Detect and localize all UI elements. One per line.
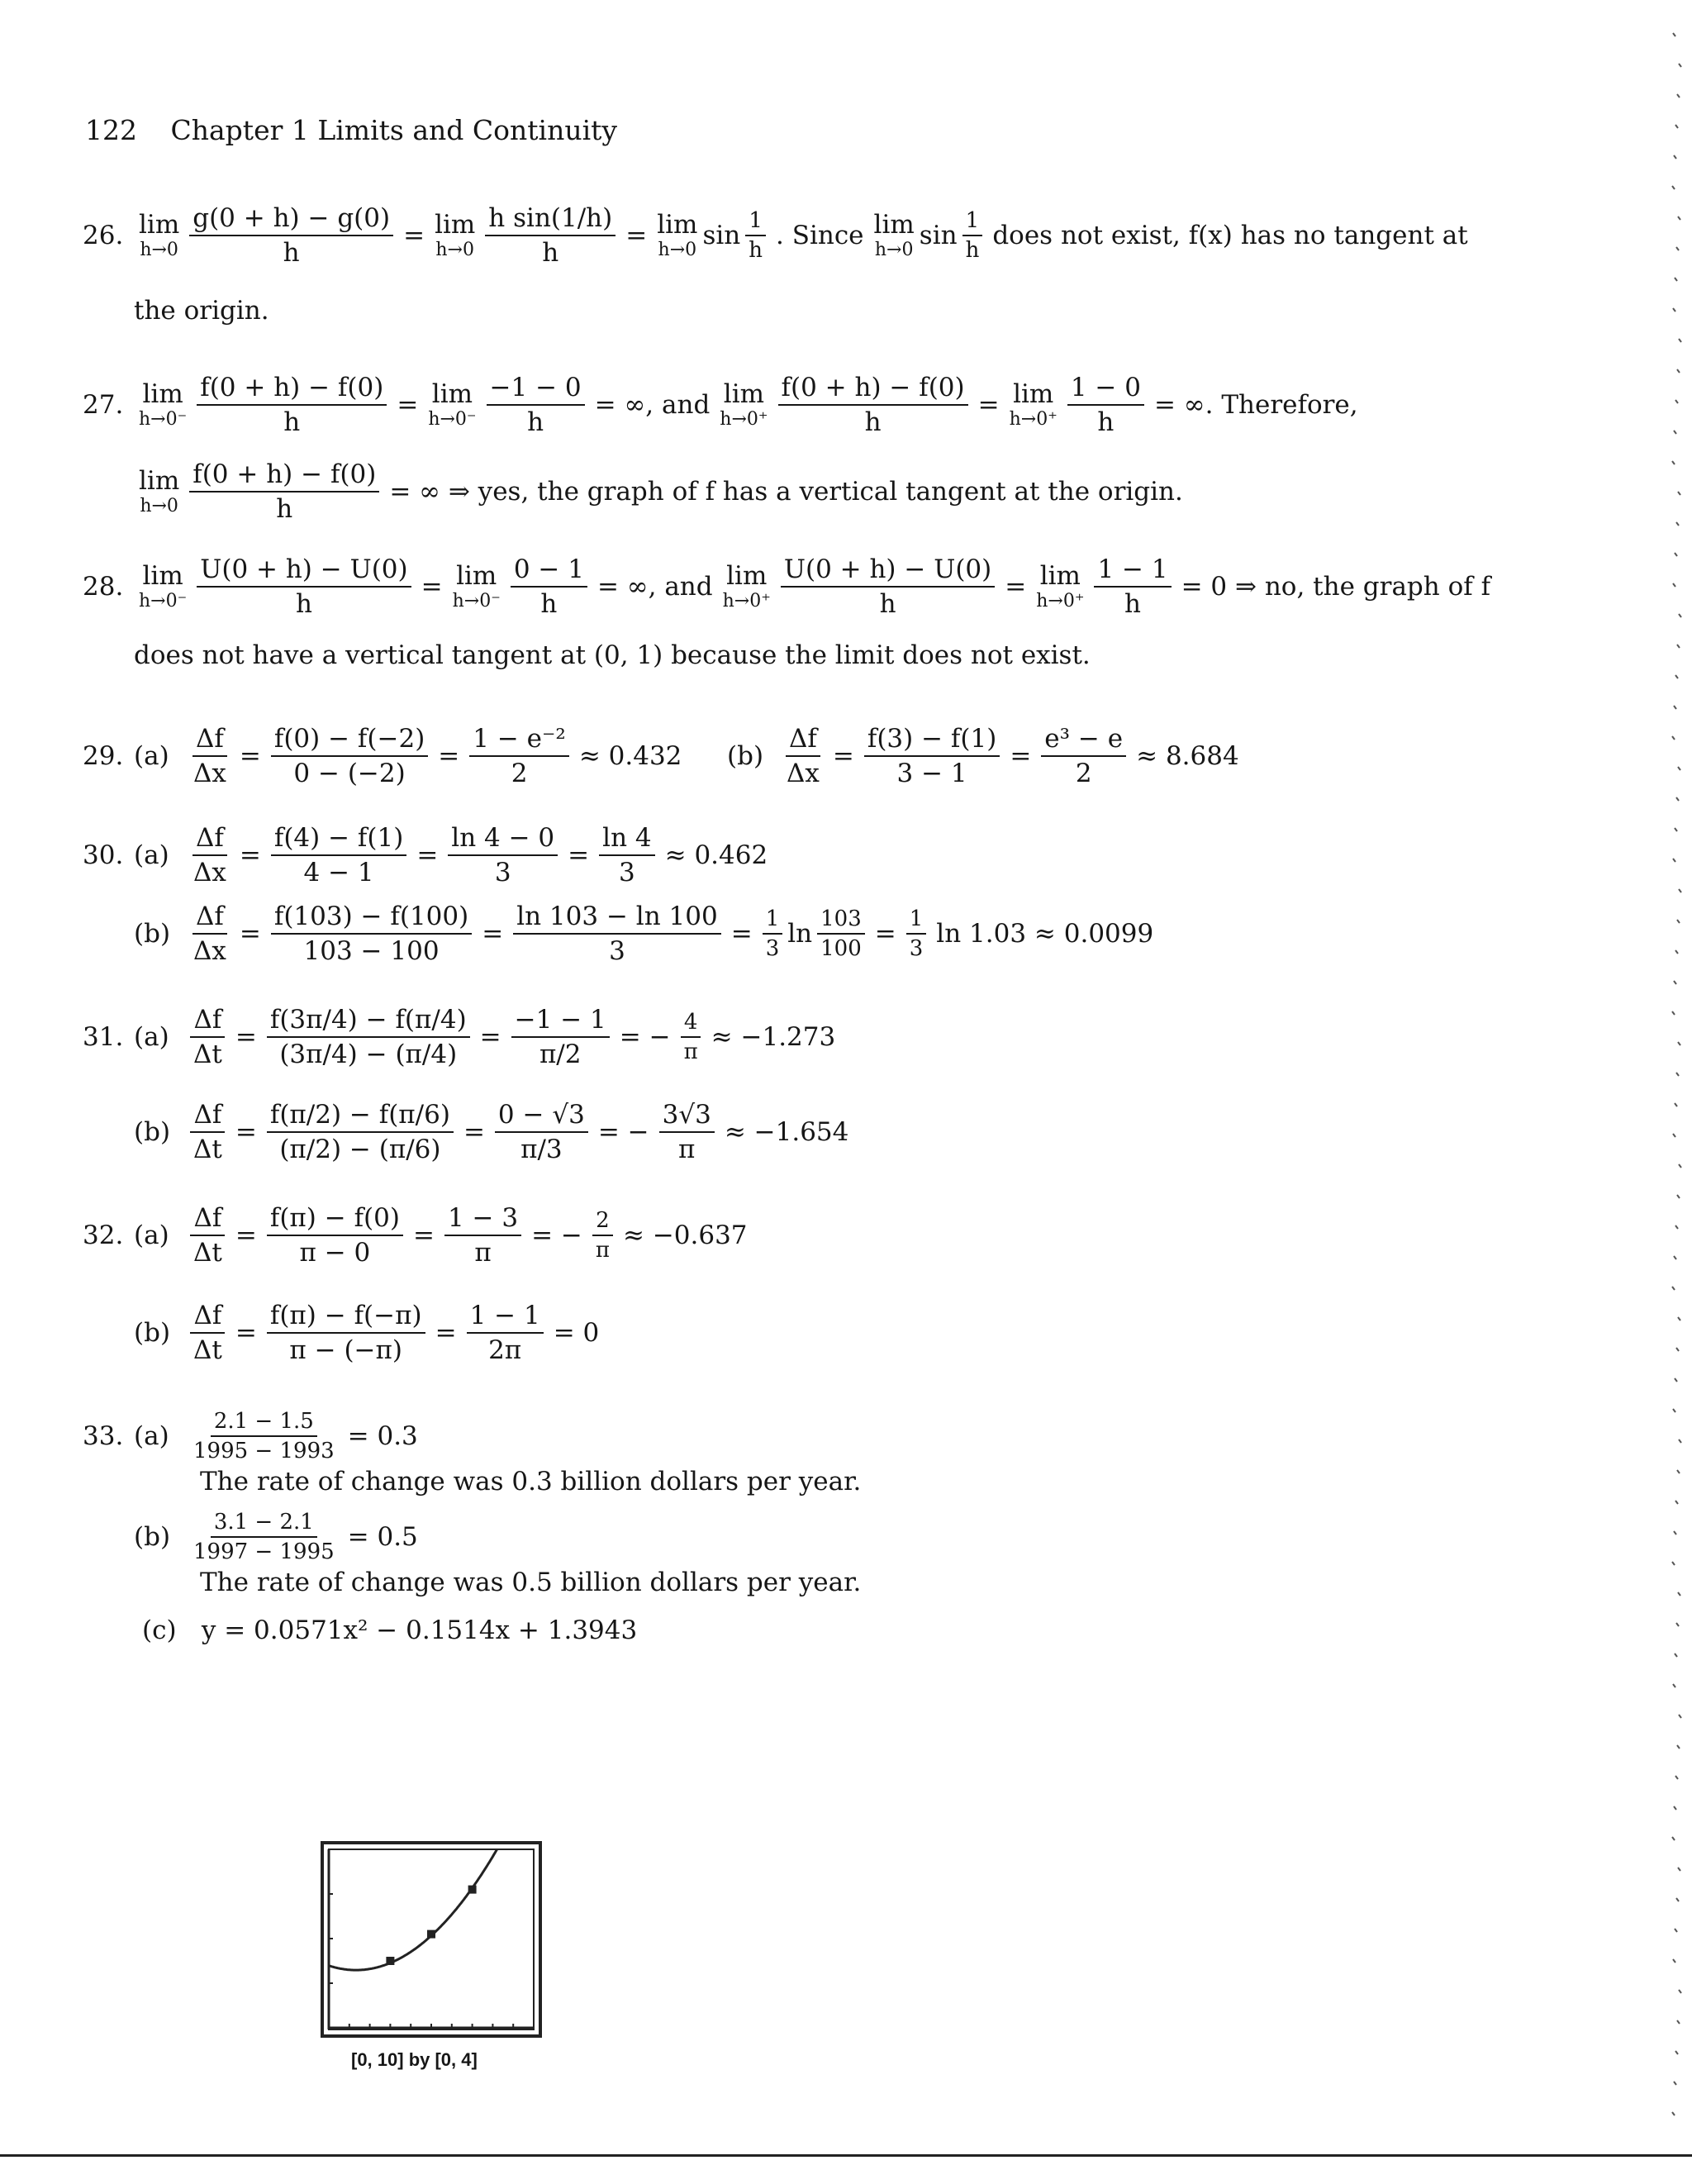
limit: lim h→0⁺ — [1009, 378, 1058, 430]
problem-number: 26. — [83, 221, 124, 250]
problem-33-c — [142, 1615, 637, 1645]
scan-mark — [1672, 1562, 1675, 1565]
scan-mark — [1674, 1806, 1676, 1810]
page-header — [85, 114, 617, 146]
scan-mark — [1672, 1837, 1675, 1840]
problem-number: 29. — [83, 741, 124, 771]
part-label: (b) — [134, 1521, 171, 1552]
part-label: (b) — [727, 741, 764, 771]
limit: lim h→0⁻ — [139, 378, 188, 430]
part-label: (b) — [134, 1117, 171, 1147]
problem-28-continuation: does not have a vertical tangent at (0, 1) because the limit does not exist. — [134, 640, 1091, 670]
scan-mark — [1675, 553, 1677, 556]
scan-mark — [1678, 1868, 1680, 1871]
scan-mark — [1676, 797, 1679, 801]
problem-number: 27. — [83, 390, 124, 420]
part-label: (b) — [134, 1318, 171, 1348]
problem-number: 30. — [83, 840, 124, 870]
scan-mark — [1676, 522, 1679, 526]
scan-mark — [1673, 33, 1675, 36]
scan-mark — [1678, 1317, 1680, 1320]
scan-mark — [1675, 1929, 1677, 1932]
problem-33-a-text: The rate of change was 0.3 billion dollars per year. — [200, 1467, 862, 1496]
scan-mark — [1675, 1225, 1678, 1229]
fraction: $\frac{0 - 1}{h}$ — [511, 554, 587, 619]
chapter-title: Chapter 1 Limits and Continuity — [170, 114, 618, 146]
bottom-rule — [0, 2154, 1692, 2157]
graph-caption: [0, 10] by [0, 4] — [351, 2049, 478, 2070]
scan-mark — [1672, 1011, 1675, 1015]
scan-mark — [1675, 1776, 1678, 1779]
problem-26-continuation: the origin. — [134, 296, 269, 326]
problem-28: 28. lim h→0⁻ $\frac{U(0 + h) - U(0)}{h}$ = lim h→0⁻ $\frac{0 - 1}{h}$ = ∞, and lim h→0⁺ $\frac{U(0 + h) - U(0)}{h}$ = lim h→0⁺ $\frac{1 - 1}{h}$ = 0 ⇒ no, the graph of f — [83, 554, 1491, 619]
regression-equation: y = 0.0571x² − 0.1514x + 1.3943 — [201, 1615, 638, 1645]
scan-mark — [1679, 614, 1681, 617]
part-label: (a) — [134, 1220, 169, 1250]
scan-mark — [1675, 1378, 1677, 1382]
scan-mark — [1677, 1470, 1680, 1473]
scan-mark — [1679, 889, 1681, 892]
scan-mark — [1679, 339, 1681, 342]
problem-30-b: (b) $\frac{\Delta f}{\Delta x}$ = $\frac{f(103) - f(100)}{103 - 100}$ = $\frac{\ln 103 - \ln 100}{3}$ = $\frac{1}{3}$ ln $\frac{103}{100}$ = $\frac{1}{3}$ ln 1.03 ≈ 0.0099 — [134, 902, 1154, 966]
fraction: $\frac{\text{h sin(1/h)}}{h}$ — [485, 203, 615, 268]
scan-mark — [1677, 645, 1680, 648]
limit: lim h→0 — [435, 209, 476, 260]
limit: lim h→0⁺ — [720, 378, 768, 430]
scan-mark — [1678, 216, 1680, 220]
scan-mark — [1677, 369, 1680, 373]
scan-mark — [1677, 1195, 1680, 1198]
data-point — [386, 1957, 394, 1965]
scan-mark — [1678, 492, 1680, 495]
fraction: $\frac{f(0 + h) - f(0)}{h}$ — [778, 373, 968, 437]
problem-33-b-text: The rate of change was 0.5 billion dollars per year. — [200, 1568, 862, 1597]
fraction: $\frac{-1 - 0}{h}$ — [487, 373, 585, 437]
part-label: (a) — [134, 1022, 169, 1052]
scan-mark — [1673, 1959, 1675, 1963]
problem-33: 33. (a) $\frac{2.1 - 1.5}{1995 - 1993}$ = 0.3 — [83, 1408, 418, 1463]
scan-mark — [1676, 1073, 1679, 1076]
part-label: (a) — [134, 840, 169, 870]
scan-mark — [1679, 1439, 1681, 1443]
problem-number: 28. — [83, 572, 124, 602]
fraction: $\frac{U(0 + h) - U(0)}{h}$ — [197, 554, 411, 619]
limit: lim h→0⁻ — [452, 560, 501, 611]
part-label: (c) — [142, 1615, 177, 1645]
limit: lim h→0⁺ — [722, 560, 771, 611]
limit: lim h→0 — [873, 209, 915, 260]
scan-mark — [1675, 125, 1678, 128]
scan-mark — [1674, 2082, 1676, 2085]
problem-27: 27. lim h→0⁻ $\frac{f(0 + h) - f(0)}{h}$ = lim h→0⁻ $\frac{-1 - 0}{h}$ = ∞, and lim h→0⁺ $\frac{f(0 + h) - f(0)}{h}$ = lim h→0⁺ $\frac{1 - 0}{h}$ = ∞. Therefore, — [83, 373, 1358, 437]
problem-number: 31. — [83, 1022, 124, 1052]
problem-32: 32. (a) $\frac{\Delta f}{\Delta t}$ = $\frac{f(\pi) - f(0)}{\pi - 0}$ = $\frac{1 - 3}{\pi}$ = − $\frac{2}{\pi}$ ≈ −0.637 — [83, 1203, 748, 1268]
scan-mark — [1678, 767, 1680, 770]
scan-mark — [1676, 1623, 1679, 1626]
scan-mark — [1674, 1256, 1676, 1259]
limit: lim h→0⁺ — [1036, 560, 1085, 611]
problem-29: 29. (a) $\frac{\Delta f}{\Delta x}$ = $\frac{f(0) - f(-2)}{0 - (-2)}$ = $\frac{\text{1 − e⁻²}}{2}$ ≈ 0.432 — [83, 724, 682, 788]
scan-mark — [1675, 675, 1678, 678]
fraction: $\frac{1}{h}$ — [745, 208, 766, 263]
scan-mark — [1676, 1348, 1679, 1351]
scan-mark — [1672, 461, 1675, 464]
problem-30: 30. (a) $\frac{\Delta f}{\Delta x}$ = $\frac{f(4) - f(1)}{4 - 1}$ = $\frac{\ln 4 - 0}{3}$ = $\frac{\ln 4}{3}$ ≈ 0.462 — [83, 823, 768, 887]
scan-mark — [1674, 981, 1676, 984]
scan-mark — [1674, 1531, 1676, 1535]
scan-mark — [1675, 1103, 1677, 1106]
scan-mark — [1679, 1164, 1681, 1168]
fraction: $\frac{1 - 0}{h}$ — [1067, 373, 1144, 437]
part-label: (b) — [134, 919, 171, 949]
fraction: $\frac{g(0 + h) - g(0)}{h}$ — [189, 203, 393, 268]
scan-mark — [1675, 828, 1677, 831]
part-label: (a) — [134, 741, 169, 771]
problem-32-b: (b) $\frac{\Delta f}{\Delta t}$ = $\frac{f(\pi) - f(-\pi)}{\pi - (-\pi)}$ = $\frac{1 - 1}{2\pi}$ = 0 — [134, 1301, 600, 1365]
problem-33-b: (b) $\frac{3.1 - 2.1}{1997 - 1995}$ = 0.5 — [134, 1509, 418, 1564]
fraction: $\frac{1 - 1}{h}$ — [1094, 554, 1171, 619]
fraction: $\frac{f(0 + h) - f(0)}{h}$ — [197, 373, 387, 437]
fraction: $\frac{1}{h}$ — [962, 208, 983, 263]
scan-mark — [1675, 2051, 1678, 2054]
scan-mark — [1678, 1042, 1680, 1045]
limit: lim h→0 — [139, 209, 180, 260]
scan-mark — [1675, 950, 1678, 954]
page-number: 122 — [85, 114, 137, 146]
scan-mark — [1673, 308, 1675, 312]
scan-mark — [1673, 1684, 1675, 1687]
scan-mark — [1679, 1990, 1681, 1993]
problem-31: 31. (a) $\frac{\Delta f}{\Delta t}$ = $\frac{f(3\pi/4) - f(\pi/4)}{(3\pi/4) - (\pi/4)}$ = $\frac{-1 - 1}{\pi/2}$ = − $\frac{4}{\pi}$ ≈ −1.273 — [83, 1005, 836, 1069]
limit: lim h→0⁻ — [139, 560, 188, 611]
scan-mark — [1673, 1409, 1675, 1412]
scan-mark — [1679, 1715, 1681, 1718]
scan-mark — [1677, 1745, 1680, 1749]
scan-mark — [1676, 1898, 1679, 1901]
limit: lim h→0 — [139, 465, 180, 516]
scan-mark — [1672, 186, 1675, 189]
problem-26: 26. lim h→0 $\frac{g(0 + h) - g(0)}{h}$ = lim h→0 $\frac{\text{h sin(1/h)}}{h}$ = lim h→0 sin $\frac{1}{h}$ . Since lim h→0 sin $\frac{1}{h}$ does not exist, f(x) has no tangent at — [83, 203, 1468, 268]
scan-mark — [1672, 2112, 1675, 2115]
data-point — [427, 1930, 435, 1939]
scan-mark — [1673, 859, 1675, 862]
graph-frame — [322, 1843, 540, 2036]
scan-mark — [1679, 64, 1681, 67]
fraction: $\frac{U(0 + h) - U(0)}{h}$ — [781, 554, 995, 619]
scan-mark — [1678, 1592, 1680, 1596]
scan-mark — [1673, 1134, 1675, 1137]
scan-mark — [1674, 431, 1676, 434]
scan-edge-marks — [1667, 0, 1684, 2184]
scan-mark — [1677, 920, 1680, 923]
calculator-graph — [321, 1841, 544, 2039]
part-label: (a) — [134, 1420, 169, 1451]
problem-number: 33. — [83, 1420, 124, 1451]
fraction: $\frac{f(0 + h) - f(0)}{h}$ — [189, 459, 379, 524]
scan-mark — [1672, 1287, 1675, 1290]
problem-number: 32. — [83, 1220, 124, 1250]
limit: lim h→0⁻ — [428, 378, 477, 430]
scan-mark — [1675, 400, 1678, 403]
scan-mark — [1673, 583, 1675, 587]
scan-mark — [1676, 247, 1679, 250]
scan-mark — [1675, 1653, 1677, 1657]
data-point — [468, 1886, 477, 1894]
problem-29-b: (b) $\frac{\Delta f}{\Delta x}$ = $\frac{f(3) - f(1)}{3 - 1}$ = $\frac{\text{e³ − e}}{2}$ ≈ 8.684 — [727, 724, 1239, 788]
limit: lim h→0 — [657, 209, 698, 260]
scan-mark — [1677, 94, 1680, 98]
scan-mark — [1675, 278, 1677, 281]
scan-mark — [1677, 2020, 1680, 2024]
scan-mark — [1675, 1501, 1678, 1504]
scan-mark — [1672, 736, 1675, 740]
scan-mark — [1674, 155, 1676, 159]
problem-31-b: (b) $\frac{\Delta f}{\Delta t}$ = $\frac{f(\pi/2) - f(\pi/6)}{(\pi/2) - (\pi/6)}$ = $\frac{0 - √3}{\pi/3}$ = − $\frac{3√3}{\pi}$ ≈ −1.654 — [134, 1100, 849, 1164]
scan-mark — [1674, 706, 1676, 709]
problem-27-conclusion: lim h→0 $\frac{f(0 + h) - f(0)}{h}$ = ∞ ⇒ yes, the graph of f has a vertical tangent at the origin. — [139, 459, 1183, 524]
